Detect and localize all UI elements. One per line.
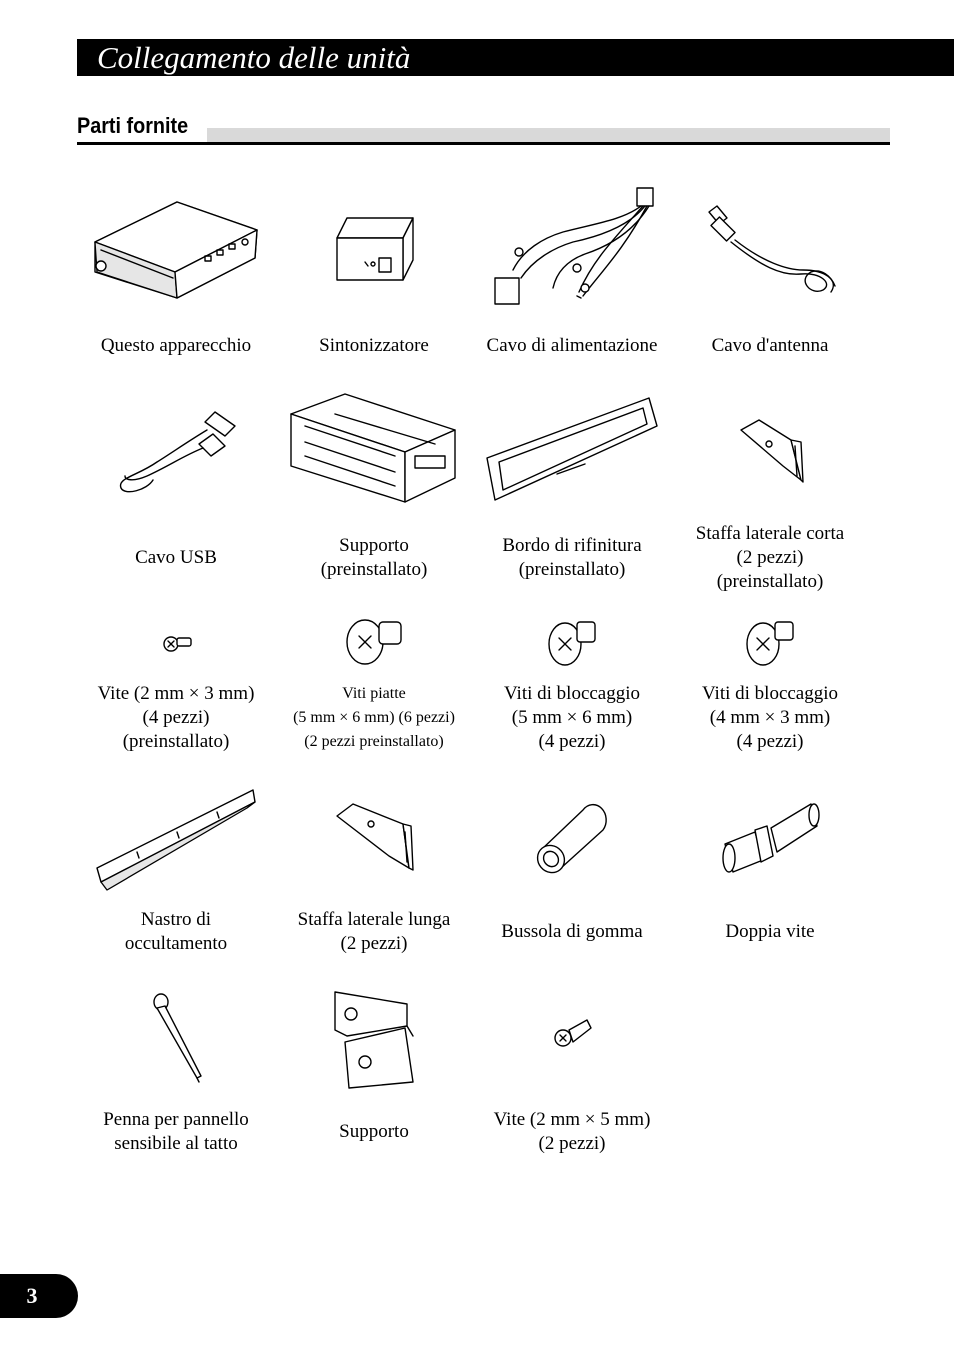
- part-caption: Staffa laterale corta (2 pezzi) (preinstallato): [695, 523, 845, 592]
- part-caption: Bordo di rifinitura (preinstallato): [502, 535, 642, 580]
- part-caption: Viti di bloccaggio (5 mm × 6 mm) (4 pezzi): [503, 683, 641, 752]
- part-caption: Vite (2 mm × 3 mm) (4 pezzi) (preinstallato): [97, 683, 255, 752]
- antenna-cable-icon: [671, 180, 869, 320]
- head-unit-icon: [77, 180, 275, 320]
- part-caption: Cavo d'antenna: [711, 335, 829, 356]
- part-caption: Staffa laterale lunga (2 pezzi): [297, 909, 451, 954]
- screw-2x5-icon: [473, 984, 671, 1124]
- rubber-bush-icon: [473, 782, 671, 922]
- usb-cable-icon: [77, 386, 275, 526]
- touch-pen-icon: [77, 984, 275, 1124]
- double-screw-icon: [671, 782, 869, 922]
- masking-tape-icon: [77, 782, 275, 922]
- part-caption: Doppia vite: [725, 921, 815, 942]
- part-caption: Questo apparecchio: [100, 335, 252, 356]
- part-caption: Supporto: [339, 1121, 409, 1142]
- support-bracket-icon: [275, 984, 473, 1124]
- chapter-title-bar: [77, 39, 954, 76]
- section-heading: [77, 110, 890, 148]
- power-harness-icon: [473, 180, 671, 320]
- part-caption: Cavo di alimentazione: [486, 335, 658, 356]
- short-bracket-icon: [671, 386, 869, 526]
- page-number: 3: [26, 1283, 38, 1308]
- part-caption: Viti di bloccaggio (4 mm × 3 mm) (4 pezzi): [701, 683, 839, 752]
- part-caption: Viti piatte (5 mm × 6 mm) (6 pezzi) (2 pezzi preinstallato): [293, 685, 455, 750]
- tuner-box-icon: [275, 180, 473, 320]
- trim-ring-icon: [473, 386, 671, 526]
- mounting-sleeve-icon: [275, 386, 473, 526]
- part-caption: Penna per pannello sensibile al tatto: [103, 1109, 249, 1154]
- section-title: Parti fornite: [77, 113, 189, 138]
- long-bracket-icon: [275, 782, 473, 922]
- part-caption: Nastro di occultamento: [124, 909, 228, 954]
- part-caption: Vite (2 mm × 5 mm) (2 pezzi): [493, 1109, 651, 1154]
- chapter-title: Collegamento delle unità: [97, 40, 411, 75]
- page-number-tab: [0, 1274, 78, 1318]
- part-caption: Bussola di gomma: [501, 921, 643, 942]
- part-caption: Cavo USB: [135, 547, 217, 568]
- part-caption: Supporto (preinstallato): [320, 535, 428, 580]
- part-caption: Sintonizzatore: [319, 335, 429, 356]
